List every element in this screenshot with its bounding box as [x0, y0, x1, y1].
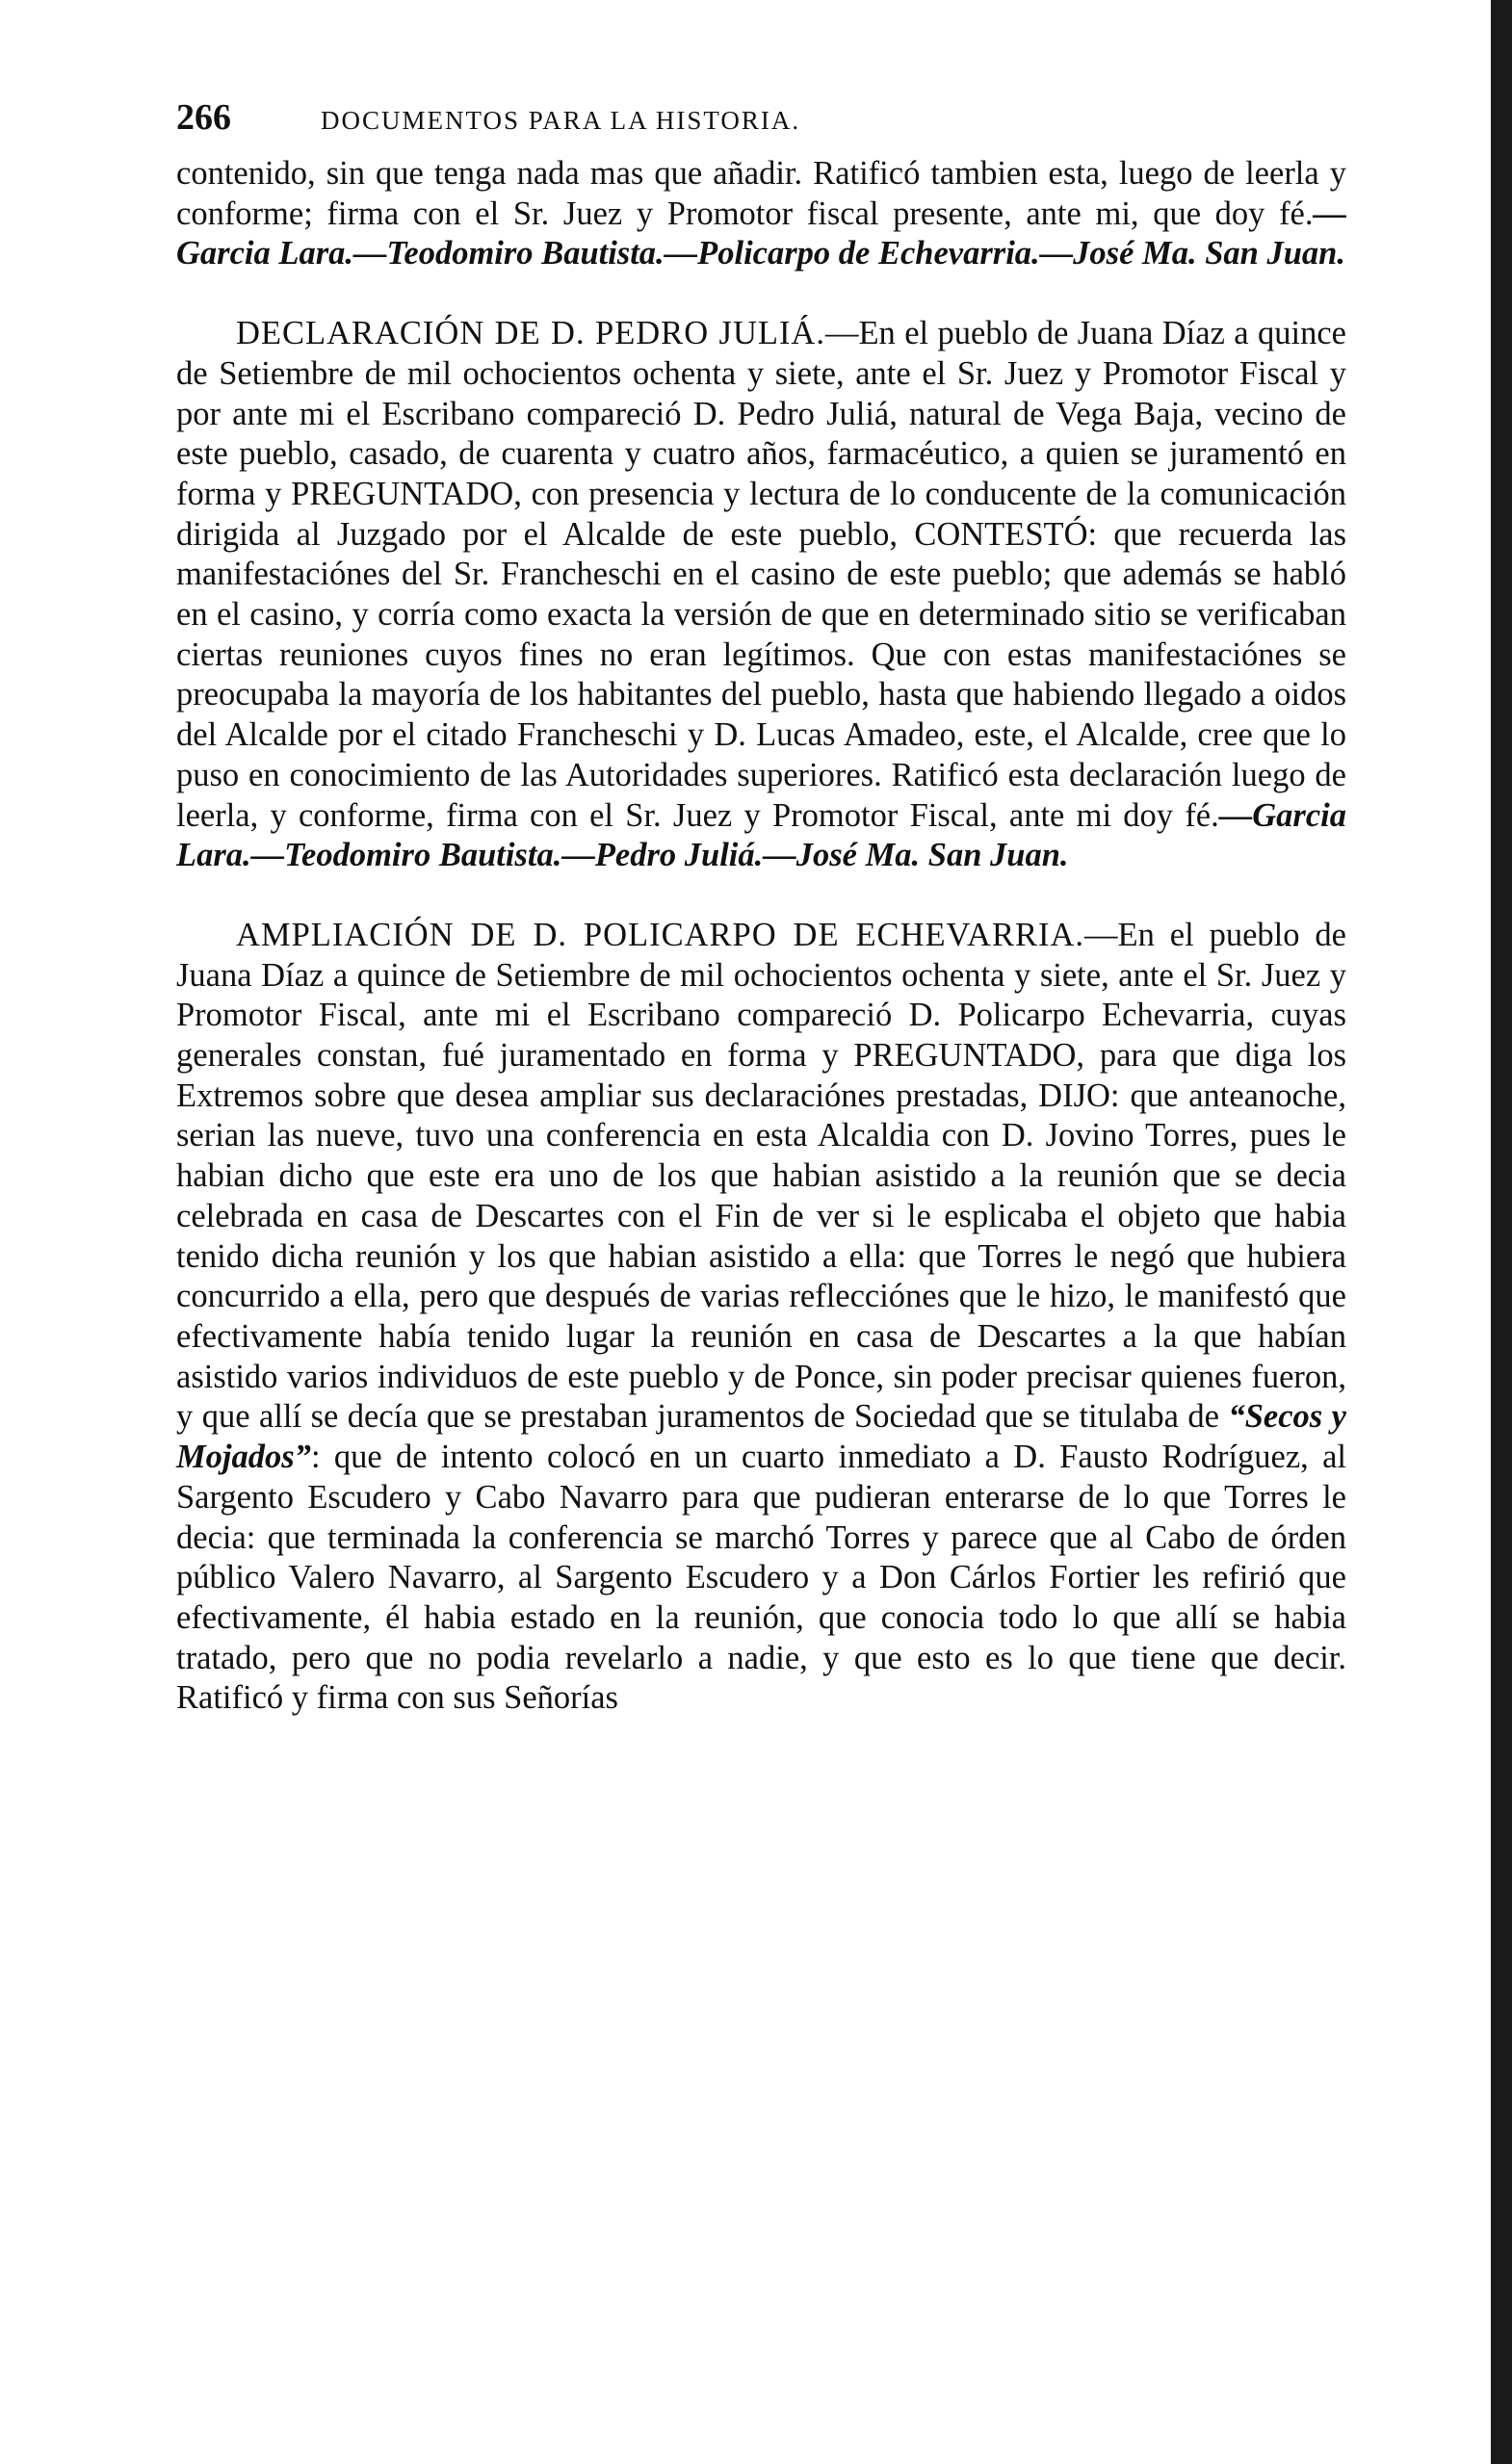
running-title: DOCUMENTOS PARA LA HISTORIA. [321, 106, 801, 135]
body-text [176, 154, 1346, 1719]
paragraph-declaracion-julia [176, 314, 1346, 876]
page-number: 266 [176, 97, 231, 138]
signatures: —Garcia Lara.—Teodomiro Bautista.—Pedro Juliá.—José Ma. San Juan. [176, 796, 1346, 874]
section-heading: AMPLIACIÓN DE D. POLICARPO DE ECHEVARRIA. [236, 916, 1084, 953]
paragraph-continuation [176, 154, 1346, 274]
signatures: —Garcia Lara.—Teodomiro Bautista.—Policarpo de Echevarria.—José Ma. San Juan. [176, 195, 1346, 272]
paragraph-text: —En el pueblo de Juana Díaz a quince de Setiembre de mil ochocientos ochenta y siete, ante el Sr. Juez y Promotor Fiscal y por ante mi el Escribano compareció D. Pedro Juliá, natural de Vega Baja, vecino de este pueblo, casado, de cuarenta y cuatro años, farmacéutico, a quien se juramentó en forma y PREGUNTADO, con presencia y lectura de lo conducente de la comunicación dirigida al Juzgado por el Alcalde de este pueblo, CONTESTÓ: que recuerda las manifestaciónes del Sr. Francheschi en el casino de este pueblo; que además se habló en el casino, y corría como exacta la versión de que en determinado sitio se verificaban ciertas reuniones cuyos fines no eran legítimos. Que con estas manifestaciónes se preocupaba la mayoría de los habitantes del pueblo, hasta que habiendo llegado a oidos del Alcalde por el citado Francheschi y D. Lucas Amadeo, este, el Alcalde, cree que lo puso en conocimiento de las Autoridades superiores. Ratificó esta declaración luego de leerla, y conforme, firma con el Sr. Juez y Promotor Fiscal, ante mi doy fé. [176, 315, 1346, 834]
section-heading: DECLARACIÓN DE D. PEDRO JULIÁ. [236, 315, 825, 352]
quoted-society-name: “Secos y Mojados” [176, 1398, 1346, 1476]
running-head [176, 96, 1346, 154]
paragraph-text-after: : que de intento colocó en un cuarto inmediato a D. Fausto Rodríguez, al Sargento Escudero y Cabo Navarro para que pudieran enterarse de lo que Torres le decia: que terminada la conferencia se marchó Torres y parece que al Cabo de órden público Valero Navarro, al Sargento Escudero y a Don Cárlos Fortier les refirió que efectivamente, él habia estado en la reunión, que conocia todo lo que allí se habia tratado, pero que no podia revelarlo a nadie, y que esto es lo que tiene que decir. Ratificó y firma con sus Señorías [176, 1439, 1346, 1717]
book-page [176, 96, 1346, 1719]
scan-edge [1491, 0, 1512, 2464]
paragraph-text: contenido, sin que tenga nada mas que añadir. Ratificó tambien esta, luego de leerla y conforme; firma con el Sr. Juez y Promotor fiscal presente, ante mi, que doy fé. [176, 155, 1346, 232]
paragraph-ampliacion-echevarria [176, 916, 1346, 1719]
paragraph-text: —En el pueblo de Juana Díaz a quince de Setiembre de mil ochocientos ochenta y siete, ante el Sr. Juez y Promotor Fiscal, ante mi el Escribano compareció D. Policarpo Echevarria, cuyas generales constan, fué juramentado en forma y PREGUNTADO, para que diga los Extremos sobre que desea ampliar sus declaraciónes prestadas, DIJO: que anteanoche, serian las nueve, tuvo una conferencia en esta Alcaldia con D. Jovino Torres, pues le habian dicho que este era uno de los que habian asistido a la reunión que se decia celebrada en casa de Descartes con el Fin de ver si le esplicaba el objeto que habia tenido dicha reunión y los que habian asistido a ella: que Torres le negó que hubiera concurrido a ella, pero que después de varias reflecciónes que le hizo, le manifestó que efectivamente había tenido lugar la reunión en casa de Descartes a la que habían asistido varios individuos de este pueblo y de Ponce, sin poder precisar quienes fueron, y que allí se decía que se prestaban juramentos de Sociedad que se titulaba de [176, 916, 1346, 1436]
